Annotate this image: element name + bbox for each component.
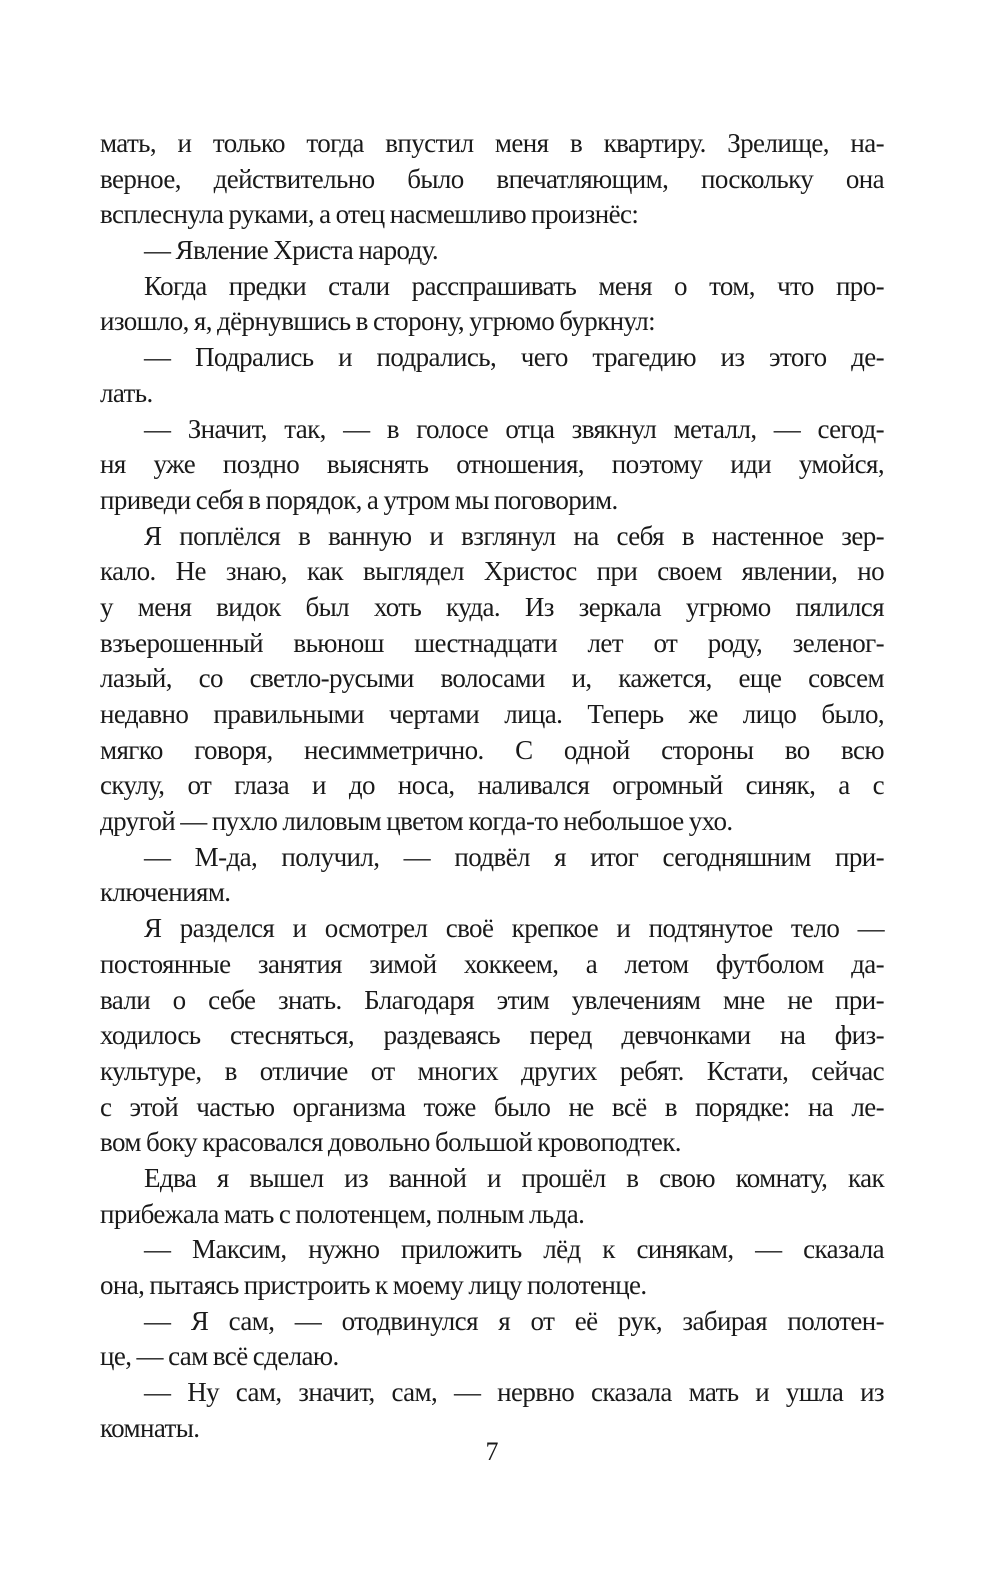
text-line: культуре, в отличие от многих других ребят. Кстати, сейчас — [100, 1055, 884, 1086]
text-line: кало. Не знаю, как выглядел Христос при своем явлении, но — [100, 556, 884, 587]
text-line: це, — сам всё сделаю. — [100, 1341, 339, 1372]
text-line: комнаты. — [100, 1412, 200, 1443]
text-line: вом боку красовался довольно большой кровоподтек. — [100, 1127, 681, 1158]
text-line: лазый, со светло-русыми волосами и, кажется, еще совсем — [100, 663, 884, 694]
text-line: она, пытаясь пристроить к моему лицу полотенце. — [100, 1270, 647, 1300]
text-line: у меня видок был хоть куда. Из зеркала угрюмо пялился — [100, 591, 884, 622]
text-line: другой — пухло лиловым цветом когда-то небольшое ухо. — [100, 806, 733, 837]
text-line: — Подрались и подрались, чего трагедию из этого де- — [144, 342, 884, 373]
text-line: с этой частью организма тоже было не всё в порядке: на ле- — [100, 1091, 884, 1122]
text-line: скулу, от глаза и до носа, наливался огромный синяк, а с — [100, 770, 884, 801]
text-line: Едва я вышел из ванной и прошёл в свою комнату, как — [144, 1162, 884, 1193]
text-line: ня уже поздно выяснять отношения, поэтому иди умойся, — [100, 449, 884, 480]
text-line: недавно правильными чертами лица. Теперь же лицо было, — [100, 699, 884, 729]
text-line: верное, действительно было впечатляющим, поскольку она — [100, 163, 884, 194]
text-line: ходилось стесняться, раздеваясь перед девчонками на физ- — [100, 1020, 884, 1051]
text-line: изошло, я, дёрнувшись в сторону, угрюмо буркнул: — [100, 306, 656, 337]
text-line: — Ну сам, значит, сам, — нервно сказала мать и ушла из — [144, 1377, 884, 1408]
text-line: всплеснула руками, а отец насмешливо произнёс: — [100, 199, 639, 230]
text-line: прибежала мать с полотенцем, полным льда. — [100, 1198, 585, 1229]
text-line: Я поплёлся в ванную и взглянул на себя в настенное зер- — [144, 520, 884, 551]
text-line: Я разделся и осмотрел своё крепкое и подтянутое тело — — [144, 913, 884, 944]
text-line: — Максим, нужно приложить лёд к синякам, — сказала — [144, 1234, 884, 1265]
text-line: ключениям. — [100, 877, 231, 908]
text-line: вали о себе знать. Благодаря этим увлечениям мне не при- — [100, 984, 884, 1015]
text-line: — М-да, получил, — подвёл я итог сегодняшним при- — [144, 841, 884, 872]
text-line: мягко говоря, несимметрично. С одной стороны во всю — [100, 734, 884, 765]
text-line: — Значит, так, — в голосе отца звякнул металл, — сегод- — [144, 413, 884, 444]
text-line: постоянные занятия зимой хоккеем, а летом футболом да- — [100, 948, 884, 979]
text-line: взъерошенный вьюнош шестнадцати лет от роду, зеленог- — [100, 627, 884, 658]
text-line: приведи себя в порядок, а утром мы поговорим. — [100, 484, 618, 515]
text-line: Когда предки стали расспрашивать меня о том, что про- — [144, 270, 884, 301]
text-line: — Явление Христа народу. — [144, 235, 439, 266]
text-line: лать. — [100, 377, 153, 408]
page-body — [100, 126, 884, 1446]
page-number: 7 — [485, 1437, 499, 1466]
text-line: — Я сам, — отодвинулся я от её рук, забирая полотен- — [144, 1305, 884, 1336]
text-line: мать, и только тогда впустил меня в квартиру. Зрелище, на- — [100, 128, 884, 158]
